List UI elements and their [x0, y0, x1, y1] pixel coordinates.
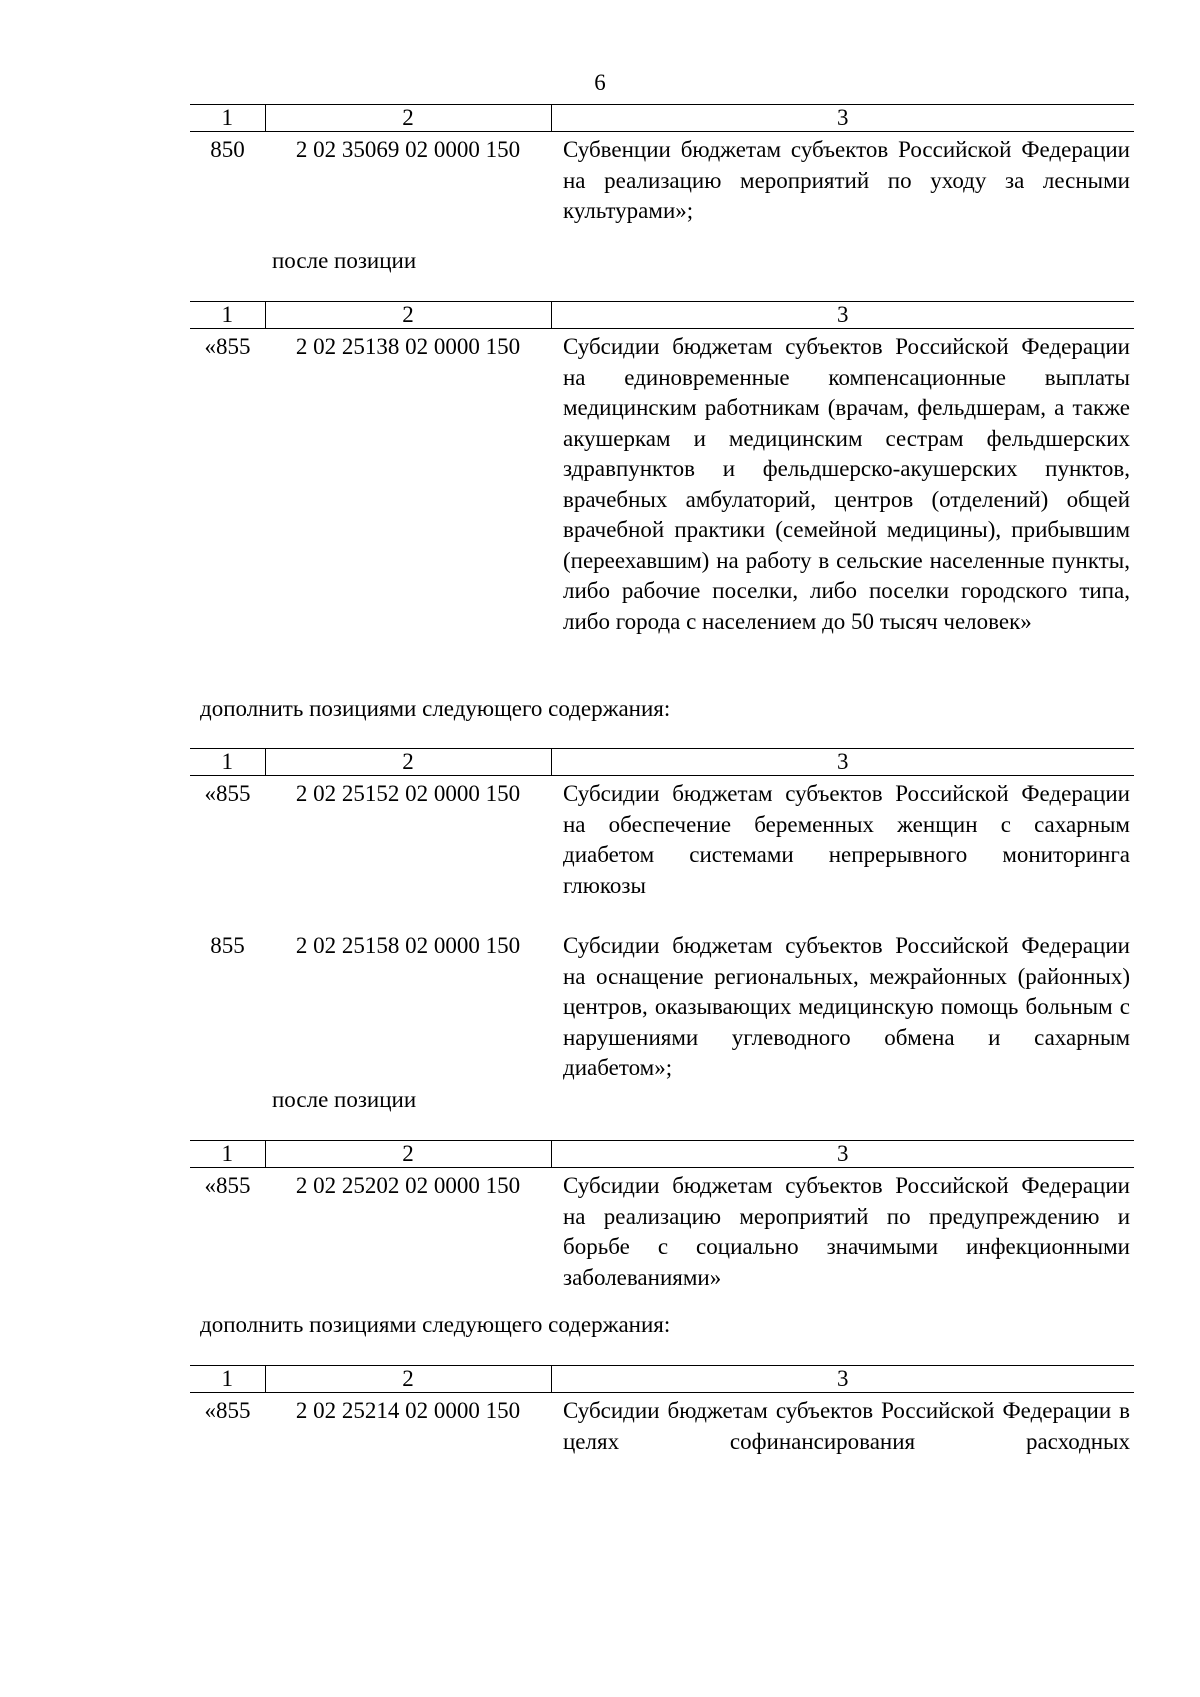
budget-code: 2 02 35069 02 0000 150: [295, 137, 521, 162]
budget-code: 2 02 25152 02 0000 150: [295, 781, 521, 806]
header-col-3: 3: [551, 749, 1134, 776]
income-description: Субвенции бюджетам субъектов Российской Федерации на реализацию мероприятий по уходу за лесными культурами»;: [563, 137, 1130, 223]
table-header: [190, 1141, 1134, 1168]
table-header: [190, 105, 1134, 132]
header-col-3: 3: [551, 302, 1134, 329]
income-description: Субсидии бюджетам субъектов Российской Федерации на оснащение региональных, межрайонных (районных) центров, оказывающих медицинскую помощь больным с нарушениями углеводного обмена и сахарным диабетом»;: [563, 933, 1130, 1080]
income-description: Субсидии бюджетам субъектов Российской Федерации на обеспечение беременных женщин с сахарным диабетом системами непрерывного мониторинга глюкозы: [563, 781, 1130, 898]
instruction-text: после позиции: [272, 248, 417, 273]
budget-code: 2 02 25202 02 0000 150: [295, 1173, 521, 1198]
header-col-1: 1: [190, 105, 265, 132]
admin-code: «855: [204, 781, 251, 806]
table-2: [190, 301, 1134, 637]
table-1: [190, 104, 1134, 227]
income-description: Субсидии бюджетам субъектов Российской Федерации на реализацию мероприятий по предупреждению и борьбе с социально значимыми инфекционными заболеваниями»: [563, 1173, 1130, 1290]
table-header: [190, 1366, 1134, 1393]
table-3: [190, 748, 1134, 1084]
header-col-3: 3: [551, 1141, 1134, 1168]
instruction-text: дополнить позициями следующего содержания:: [200, 1312, 671, 1337]
admin-code: «855: [204, 1173, 251, 1198]
table-row: [190, 901, 1134, 1084]
admin-code: «855: [204, 1398, 251, 1423]
header-col-1: 1: [190, 1366, 265, 1393]
income-description: Субсидии бюджетам субъектов Российской Федерации на единовременные компенсационные выплаты медицинским работникам (врачам, фельдшерам, а также акушеркам и медицинским сестрам фельдшерских здравпунктов и фельдшерско-акушерских пунктов, врачебных амбулаторий, центров (отделений) общей врачебной практики (семейной медицины), прибывшим (переехавшим) на работу в сельские населенные пункты, либо рабочие поселки, либо поселки городского типа, либо города с населением до 50 тысяч человек»: [563, 334, 1130, 634]
table-row: [190, 776, 1134, 902]
header-col-2: 2: [265, 749, 551, 776]
table-row: [190, 132, 1134, 227]
instruction-text: дополнить позициями следующего содержания:: [200, 696, 671, 721]
header-col-3: 3: [551, 105, 1134, 132]
admin-code: «855: [204, 334, 251, 359]
admin-code: 855: [210, 933, 245, 958]
table-5: [190, 1365, 1134, 1457]
page-number: 6: [594, 70, 606, 95]
header-col-2: 2: [265, 1366, 551, 1393]
table-row: [190, 1168, 1134, 1294]
table-header: [190, 749, 1134, 776]
income-description: Субсидии бюджетам субъектов Российской Федерации в целях софинансирования расходных: [563, 1398, 1130, 1454]
budget-code: 2 02 25158 02 0000 150: [295, 933, 521, 958]
header-col-1: 1: [190, 302, 265, 329]
header-col-1: 1: [190, 1141, 265, 1168]
header-col-2: 2: [265, 1141, 551, 1168]
header-col-1: 1: [190, 749, 265, 776]
header-col-3: 3: [551, 1366, 1134, 1393]
admin-code: 850: [210, 137, 245, 162]
table-row: [190, 329, 1134, 638]
budget-code: 2 02 25214 02 0000 150: [295, 1398, 521, 1423]
instruction-text: после позиции: [272, 1087, 417, 1112]
header-col-2: 2: [265, 105, 551, 132]
header-col-2: 2: [265, 302, 551, 329]
table-header: [190, 302, 1134, 329]
table-row: [190, 1393, 1134, 1458]
budget-code: 2 02 25138 02 0000 150: [295, 334, 521, 359]
table-4: [190, 1140, 1134, 1293]
